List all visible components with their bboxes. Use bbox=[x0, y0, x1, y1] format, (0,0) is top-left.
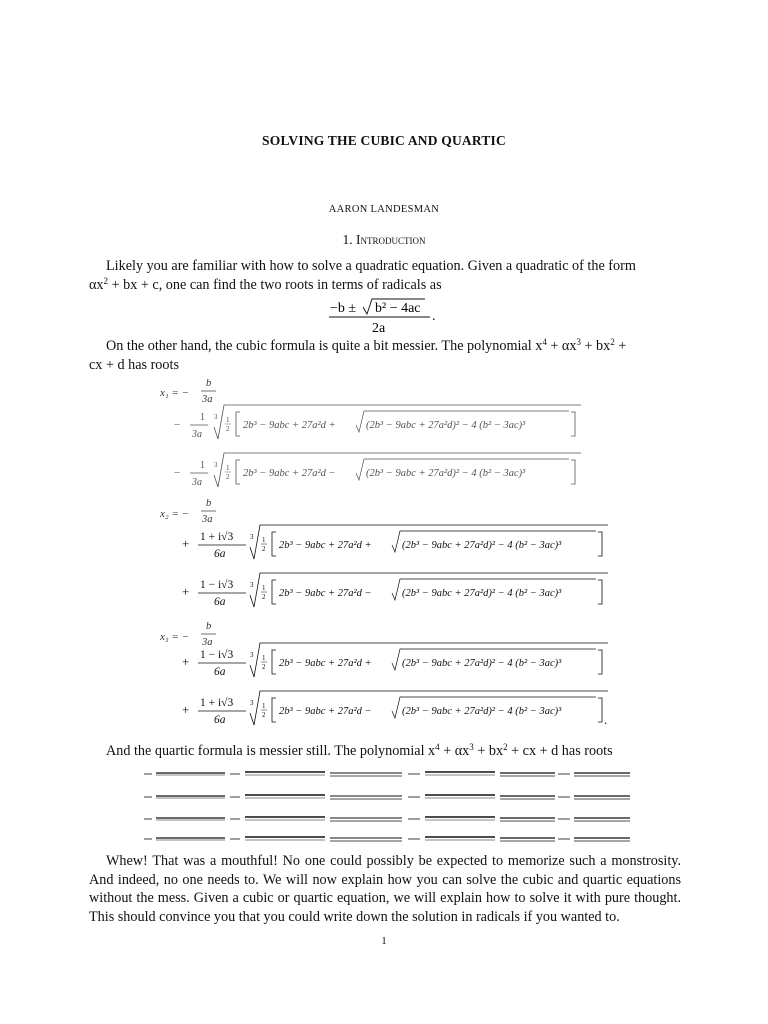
quadratic-denominator: 2a bbox=[372, 321, 386, 336]
svg-text:.: . bbox=[432, 309, 436, 324]
quadratic-formula bbox=[320, 296, 450, 336]
intro-line-1: Likely you are familiar with how to solve a quadratic equation. Given a quadratic of the form bbox=[106, 258, 636, 274]
x2-label: x₂ = − bbox=[160, 508, 190, 520]
square-root-radicand: (2b³ − 9abc + 27a²d)² − 4 (b² − 3ac)³ bbox=[402, 706, 562, 717]
term-sign: + bbox=[182, 654, 190, 669]
coeff-numerator: 1 − i√3 bbox=[200, 579, 234, 591]
coeff-numerator: 1 bbox=[200, 460, 205, 471]
quadratic-radicand: b² − 4ac bbox=[375, 301, 421, 316]
open-bracket bbox=[272, 532, 276, 556]
open-bracket bbox=[236, 460, 240, 484]
author-name: AARON LANDESMAN bbox=[328, 204, 440, 215]
coeff-denominator: 6a bbox=[214, 548, 226, 560]
term-sign: + bbox=[182, 702, 190, 717]
half-denominator: 2 bbox=[262, 711, 266, 719]
intro-line-2: $\alpha x^2$ + bx + c, one can find the two roots in terms of radicals as bbox=[89, 275, 442, 293]
half-numerator: 1 bbox=[262, 654, 266, 662]
open-bracket bbox=[272, 580, 276, 604]
term-sign: − bbox=[174, 467, 181, 479]
lead-expression: 2b³ − 9abc + 27a²d + bbox=[279, 658, 372, 669]
term-sign: + bbox=[182, 536, 190, 551]
half-numerator: 1 bbox=[262, 584, 266, 592]
coeff-numerator: 1 + i√3 bbox=[200, 531, 234, 543]
section-heading bbox=[0, 232, 768, 248]
half-denominator: 2 bbox=[262, 663, 266, 671]
square-root-radicand: (2b³ − 9abc + 27a²d)² − 4 (b² − 3ac)³ bbox=[402, 658, 562, 669]
term-sign: − bbox=[174, 419, 181, 431]
half-numerator: 1 bbox=[226, 464, 230, 472]
three-a-denominator: 3a bbox=[202, 394, 213, 405]
close-bracket bbox=[571, 412, 575, 436]
open-bracket bbox=[272, 698, 276, 722]
square-root-radicand: (2b³ − 9abc + 27a²d)² − 4 (b² − 3ac)³ bbox=[366, 468, 526, 479]
coeff-denominator: 6a bbox=[214, 666, 226, 678]
square-root-radicand: (2b³ − 9abc + 27a²d)² − 4 (b² − 3ac)³ bbox=[366, 420, 526, 431]
quartic-intro-paragraph: And the quartic formula is messier still. The polynomial $x^4 + \alpha x^3 + bx^2$ + cx + d has roots bbox=[106, 742, 613, 759]
intro-paragraph bbox=[89, 257, 681, 294]
square-root-radicand: (2b³ − 9abc + 27a²d)² − 4 (b² − 3ac)³ bbox=[402, 588, 562, 599]
coeff-denominator: 3a bbox=[192, 429, 202, 440]
x3-label: x₃ = − bbox=[160, 631, 190, 643]
coeff-denominator: 6a bbox=[214, 596, 226, 608]
period: . bbox=[604, 712, 608, 727]
cubic-formula bbox=[150, 372, 620, 737]
term-sign: + bbox=[182, 584, 190, 599]
half-denominator: 2 bbox=[262, 593, 266, 601]
coeff-numerator: 1 + i√3 bbox=[200, 697, 234, 709]
open-bracket bbox=[272, 650, 276, 674]
quadratic-numerator-lead: −b ± bbox=[330, 301, 357, 316]
cube-root-index: 3 bbox=[250, 581, 254, 589]
open-bracket bbox=[236, 412, 240, 436]
x1-label: x₁ = − bbox=[160, 387, 190, 399]
b-numerator: b bbox=[206, 378, 212, 389]
cube-root-index: 3 bbox=[250, 533, 254, 541]
cubic-intro-paragraph: On the other hand, the cubic formula is quite a bit messier. The polynomial $x^4 + \alpha x^3 + bx^2$ + cx + d has roots bbox=[89, 337, 627, 373]
page-number: 1 bbox=[381, 935, 387, 947]
half-denominator: 2 bbox=[262, 545, 266, 553]
section-number: 1. bbox=[342, 232, 353, 247]
lead-expression: 2b³ − 9abc + 27a²d − bbox=[279, 588, 372, 599]
three-a-denominator: 3a bbox=[202, 637, 213, 648]
lead-expression: 2b³ − 9abc + 27a²d − bbox=[279, 706, 372, 717]
half-denominator: 2 bbox=[226, 425, 230, 433]
close-bracket bbox=[598, 580, 602, 604]
cubic-intro-line-2: cx + d has roots bbox=[89, 356, 179, 373]
section-name: Introduction bbox=[356, 232, 426, 247]
b-numerator: b bbox=[206, 621, 212, 632]
cube-root-index: 3 bbox=[250, 699, 254, 707]
cube-root-index: 3 bbox=[250, 651, 254, 659]
coeff-denominator: 3a bbox=[192, 477, 202, 488]
half-numerator: 1 bbox=[262, 536, 266, 544]
lead-expression: 2b³ − 9abc + 27a²d − bbox=[243, 468, 336, 479]
cube-root-index: 3 bbox=[214, 461, 218, 469]
close-bracket bbox=[598, 532, 602, 556]
close-bracket bbox=[598, 698, 602, 722]
closing-paragraph: Whew! That was a mouthful! No one could possibly be expected to memorize such a monstrosity. And indeed, no one needs to. We will now explain how you can solve the cubic and quartic equations without the mess. Given a cubic or quartic equation, we will explain how to solve it with pure thought. This should convince you that you could write down the solution in radicals if you wanted to. bbox=[89, 853, 681, 925]
half-numerator: 1 bbox=[262, 702, 266, 710]
half-numerator: 1 bbox=[226, 416, 230, 424]
three-a-denominator: 3a bbox=[202, 514, 213, 525]
coeff-numerator: 1 bbox=[200, 412, 205, 423]
lead-expression: 2b³ − 9abc + 27a²d + bbox=[243, 420, 336, 431]
close-bracket bbox=[571, 460, 575, 484]
lead-expression: 2b³ − 9abc + 27a²d + bbox=[279, 540, 372, 551]
coeff-denominator: 6a bbox=[214, 714, 226, 726]
coeff-numerator: 1 − i√3 bbox=[200, 649, 234, 661]
b-numerator: b bbox=[206, 498, 212, 509]
paper-title: SOLVING THE CUBIC AND QUARTIC bbox=[262, 133, 506, 148]
square-root-radicand: (2b³ − 9abc + 27a²d)² − 4 (b² − 3ac)³ bbox=[402, 540, 562, 551]
cube-root-index: 3 bbox=[214, 413, 218, 421]
quartic-formula bbox=[140, 770, 640, 845]
close-bracket bbox=[598, 650, 602, 674]
half-denominator: 2 bbox=[226, 473, 230, 481]
